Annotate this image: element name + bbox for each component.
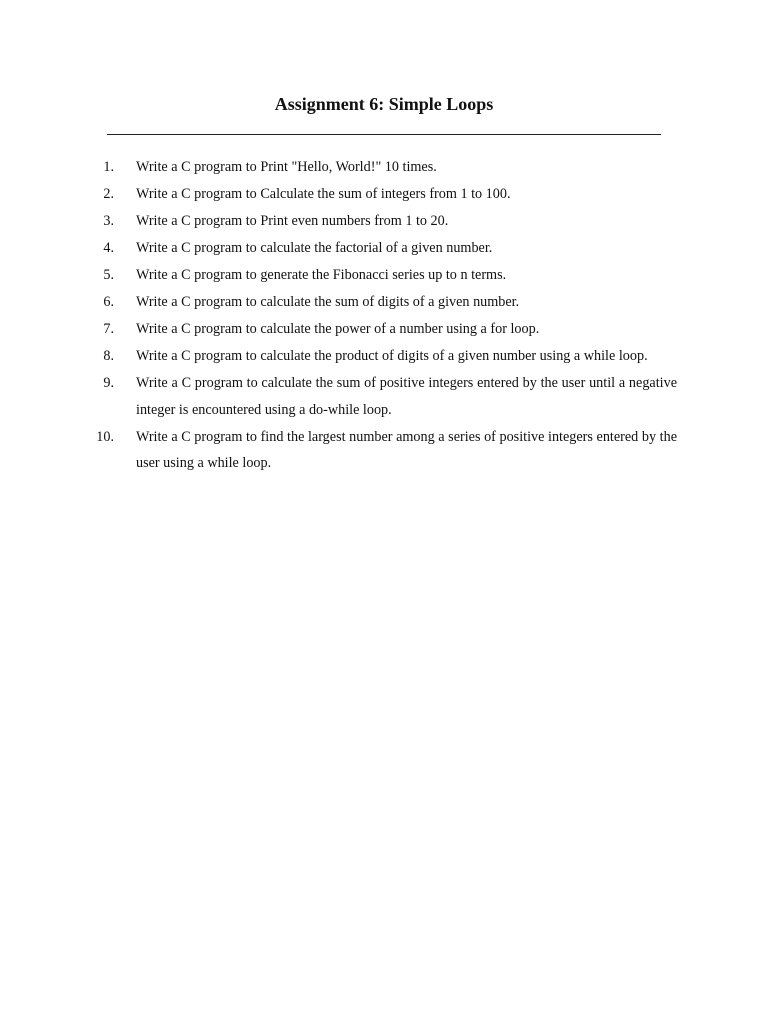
list-item (0, 316, 768, 343)
item-number: 8. (103, 348, 114, 364)
item-text: Write a C program to calculate the product of digits of a given number using a while loop. (136, 348, 648, 364)
item-text: Write a C program to calculate the sum of digits of a given number. (136, 294, 520, 310)
item-text: Write a C program to find the largest number among a series of positive integers entered by the user using a while loop. (136, 428, 677, 471)
item-number: 3. (103, 213, 114, 229)
list-item (0, 181, 768, 208)
item-number: 1. (103, 159, 114, 175)
item-text: Write a C program to generate the Fibonacci series up to n terms. (136, 267, 507, 283)
item-text: Write a C program to Print even numbers from 1 to 20. (136, 213, 449, 229)
list-item (0, 208, 768, 235)
item-text: Write a C program to Print "Hello, World!" 10 times. (136, 159, 437, 175)
item-number: 10. (96, 428, 114, 445)
list-item (0, 370, 768, 423)
list-item (0, 289, 768, 316)
item-text: Write a C program to calculate the factorial of a given number. (136, 240, 493, 256)
list-item (0, 235, 768, 262)
item-text: Write a C program to calculate the sum of positive integers entered by the user until a negative integer is encountered using a do-while loop. (136, 375, 677, 418)
page-title: Assignment 6: Simple Loops (274, 94, 494, 114)
list-item (0, 262, 768, 289)
item-number: 5. (103, 267, 114, 283)
item-number: 6. (103, 294, 114, 310)
task-list (0, 154, 768, 477)
list-item (0, 154, 768, 181)
list-item (0, 343, 768, 370)
item-text: Write a C program to Calculate the sum of integers from 1 to 100. (136, 186, 511, 202)
list-item (0, 424, 768, 477)
item-number: 4. (103, 240, 114, 256)
item-text: Write a C program to calculate the power of a number using a for loop. (136, 321, 540, 337)
item-number: 2. (103, 186, 114, 202)
item-number: 7. (103, 321, 114, 337)
title-divider (107, 134, 661, 135)
item-number: 9. (103, 375, 114, 391)
